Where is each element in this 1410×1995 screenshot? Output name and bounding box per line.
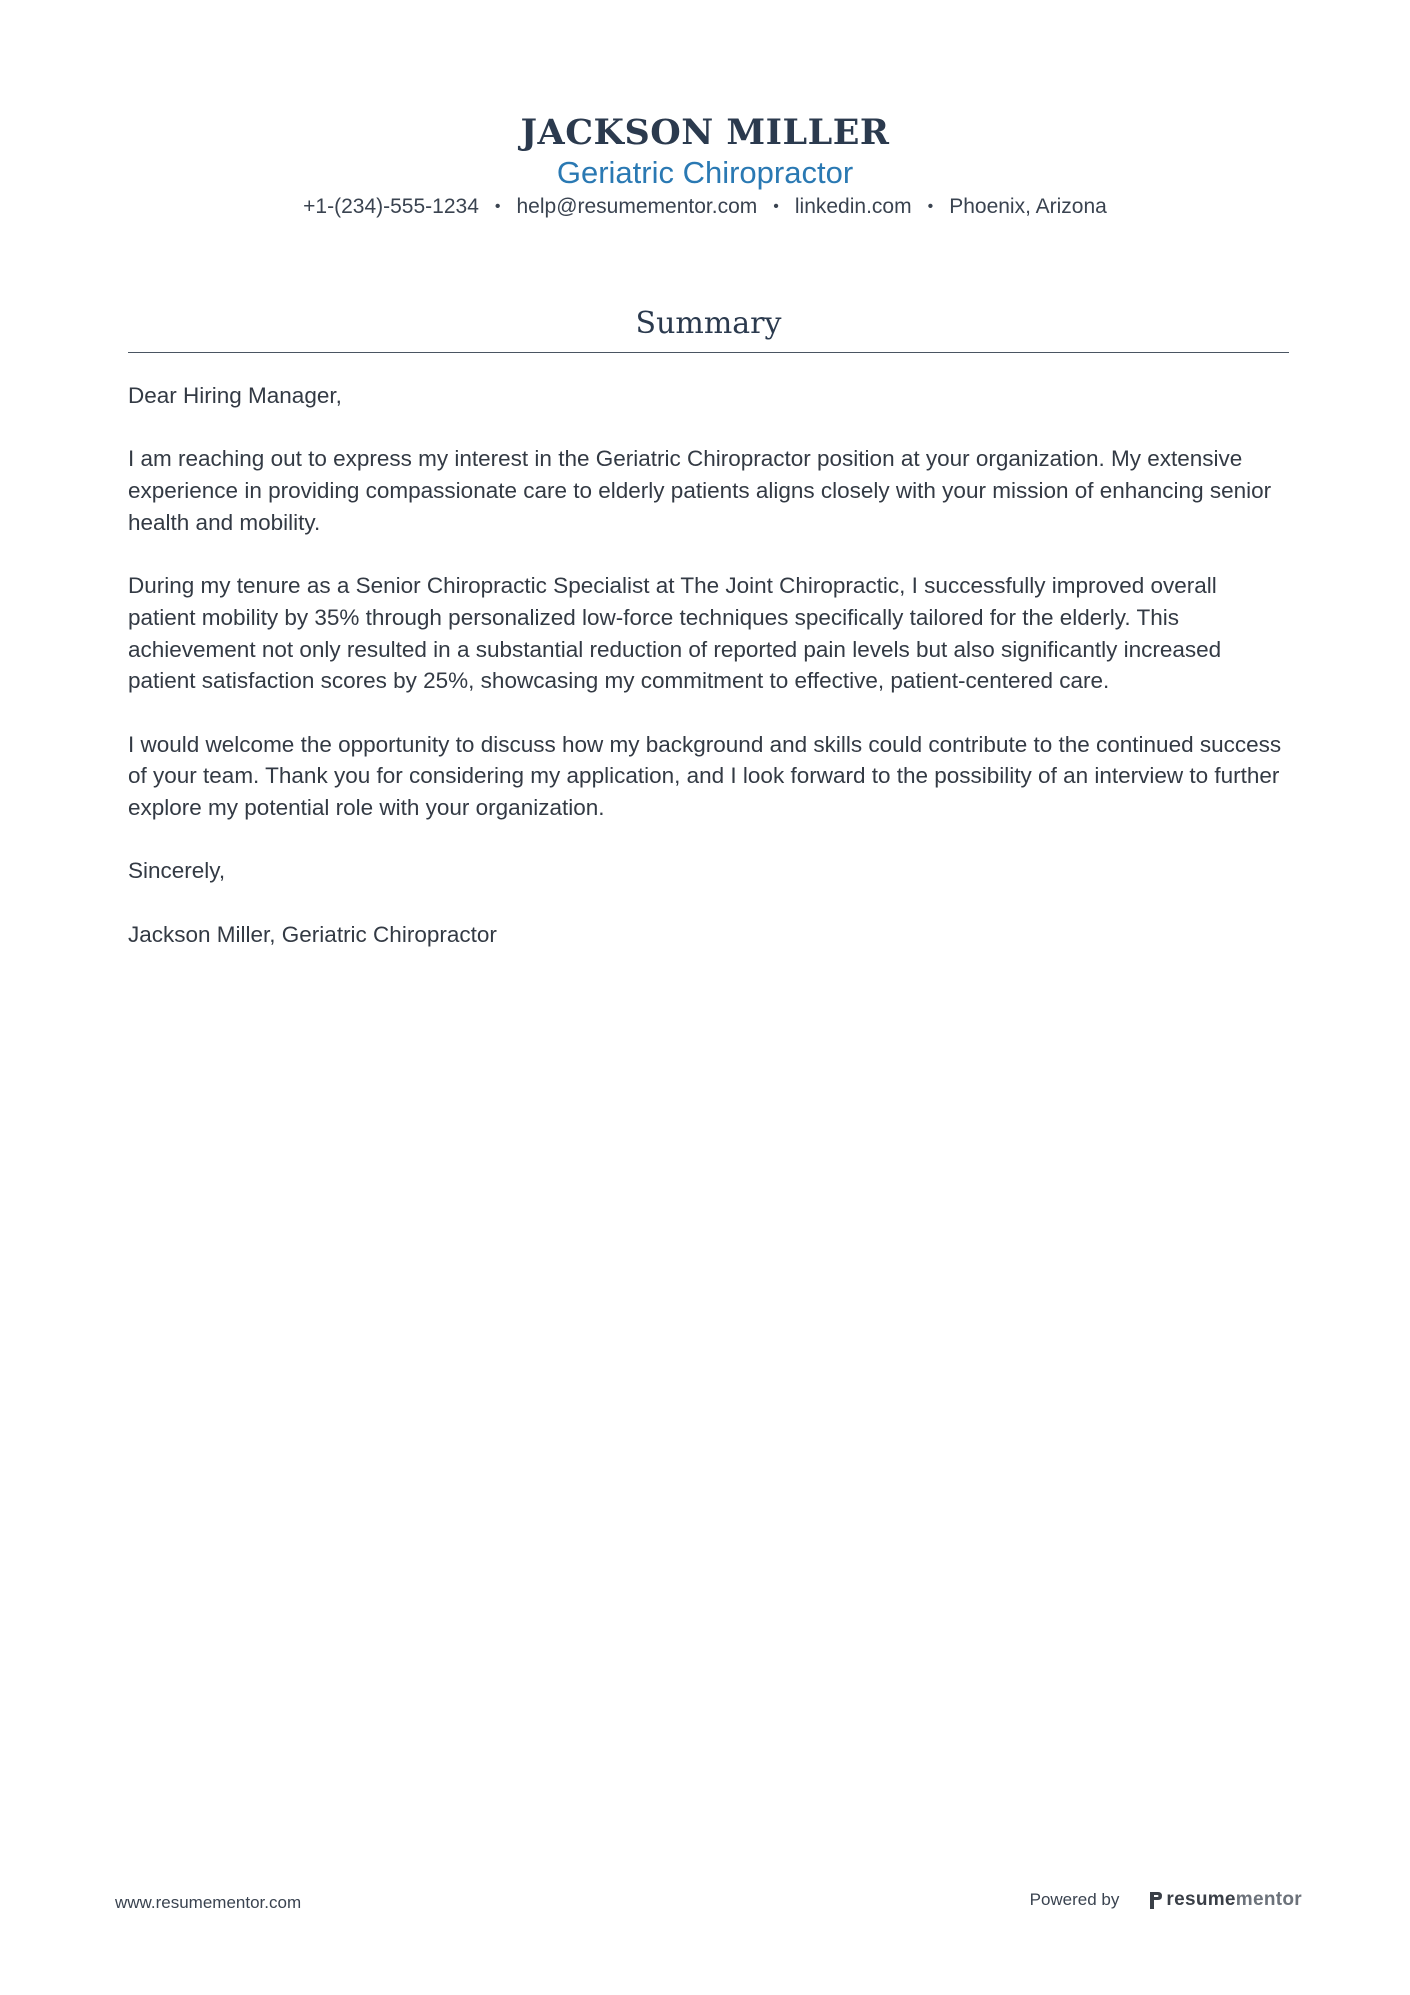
footer-branding [1030,1889,1302,1911]
brand-logo[interactable] [1149,1889,1302,1911]
contact-separator: • [927,198,934,215]
powered-by-label: Powered by [1029,1890,1120,1909]
section-divider [128,352,1289,353]
letter-paragraph: I would welcome the opportunity to discuss how my background and skills could contribute to the continued success of your team. Thank you for considering my application, and I look forward to the possibility of an interview to further explore my potential role with your organization. [128,731,1282,821]
letter-header [0,112,1410,222]
contact-location: Phoenix, Arizona [949,195,1107,218]
contact-separator: • [494,198,501,215]
letter-body [128,380,1289,982]
contact-linkedin[interactable]: linkedin.com [794,195,912,218]
contact-line [0,192,1410,222]
resumementor-logo-icon [1149,1890,1163,1910]
candidate-title: Geriatric Chiropractor [556,155,854,190]
letter-paragraph: During my tenure as a Senior Chiropractic Specialist at The Joint Chiropractic, I successfully improved overall patient mobility by 35% through personalized low-force techniques specifically tailored for the elderly. This achievement not only resulted in a substantial reduction of reported pain levels but also significantly increased patient satisfaction scores by 25%, showcasing my commitment to effective, patient-centered care. [128,573,1222,694]
contact-separator: • [773,198,779,215]
letter-paragraph: I am reaching out to express my interest in the Geriatric Chiropractor position at your organization. My extensive experience in providing compassionate care to elderly patients aligns closely with your mission of enhancing senior health and mobility. [128,446,1272,535]
contact-phone: +1-(234)-555-1234 [303,195,479,218]
candidate-name: JACKSON MILLER [520,112,890,153]
brand-name-bold: resume [1166,1889,1236,1910]
letter-greeting: Dear Hiring Manager, [128,383,342,408]
footer-website[interactable]: www.resumementor.com [115,1893,302,1912]
letter-signature: Jackson Miller, Geriatric Chiropractor [128,921,497,947]
letter-closing: Sincerely, [128,858,226,884]
brand-name-light: mentor [1235,1889,1302,1910]
contact-email[interactable]: help@resumementor.com [516,195,758,218]
section-title-summary: Summary [635,306,782,341]
